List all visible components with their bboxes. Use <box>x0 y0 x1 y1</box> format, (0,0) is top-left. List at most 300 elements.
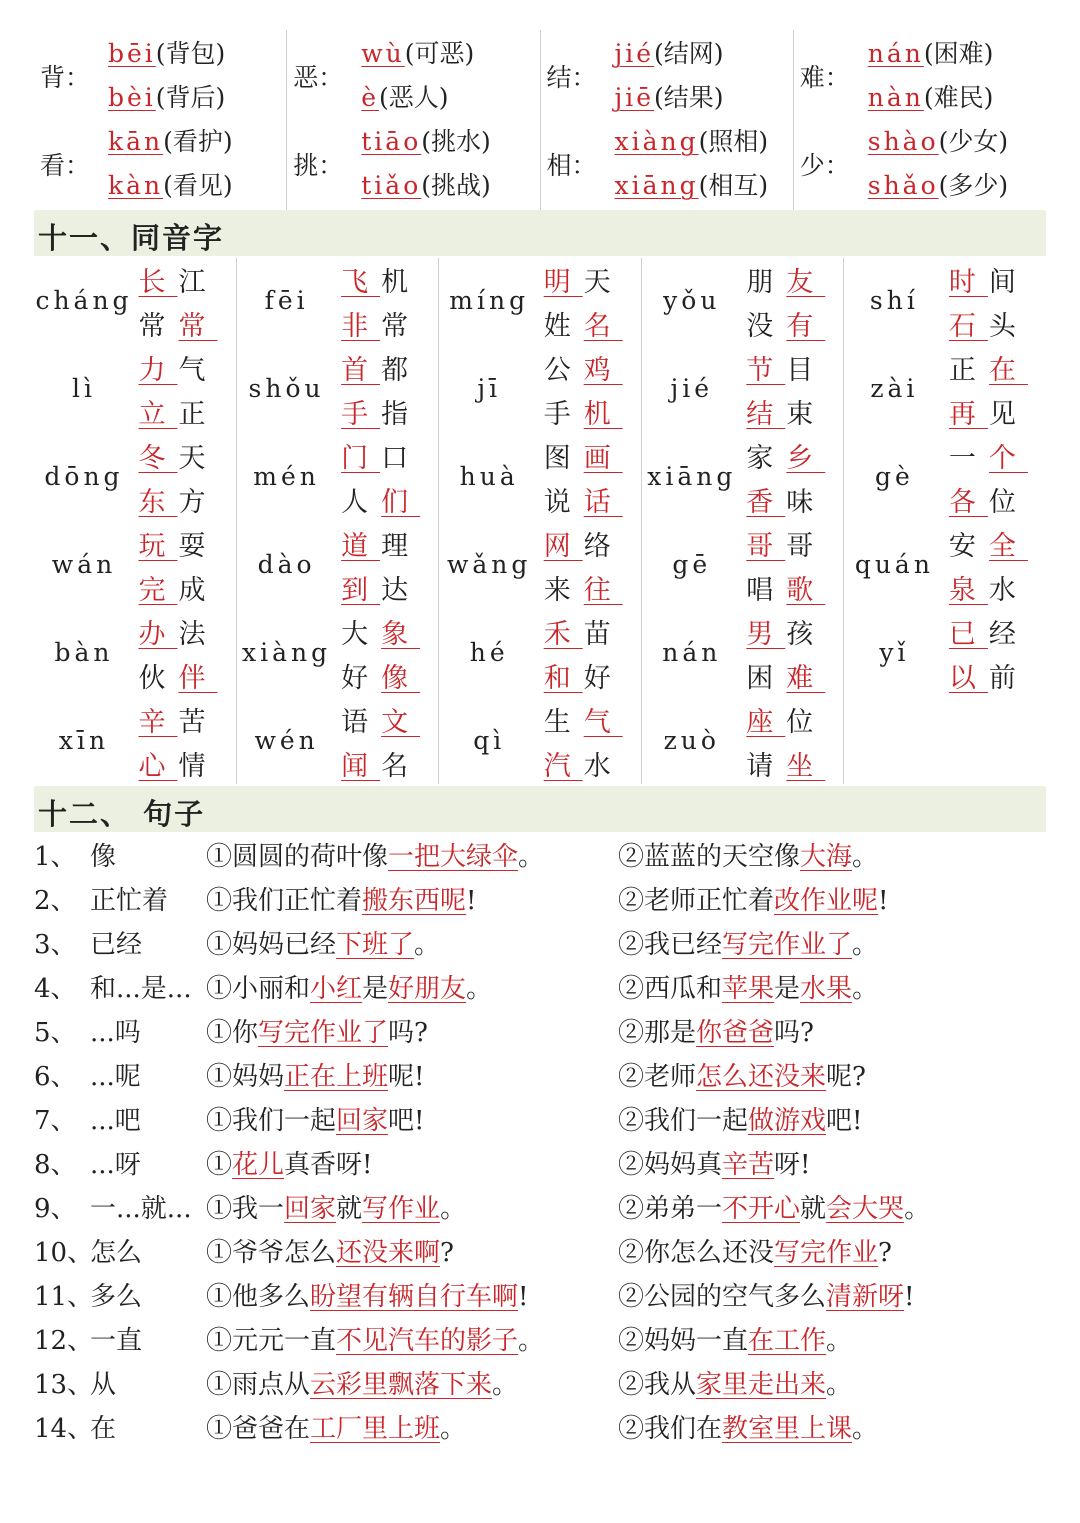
example-sentence-2 <box>618 1364 852 1401</box>
polyphone-char: 背： <box>40 63 91 92</box>
polyphone-char: 恶： <box>293 63 344 92</box>
target-char: 辛 <box>138 707 178 738</box>
fill-in-phrase: 家里走出来 <box>696 1370 827 1400</box>
sentence-number: 3、 <box>34 930 77 960</box>
word-char: 哥 <box>786 531 826 562</box>
sentence-text: ! <box>904 1282 915 1312</box>
homophone-word <box>543 568 623 607</box>
sentence-text: 。 <box>904 1194 931 1224</box>
target-char: 伴 <box>178 663 218 694</box>
word-char: 手 <box>543 399 583 430</box>
fill-in-phrase: 辛苦 <box>722 1150 775 1180</box>
word-char: 说 <box>543 487 583 518</box>
sentence-text: 就 <box>336 1194 363 1224</box>
sentence-text: 。 <box>492 1370 519 1400</box>
example-word: (相互) <box>698 171 769 200</box>
word-char: 经 <box>988 619 1028 650</box>
fill-in-phrase: 会大哭 <box>826 1194 905 1224</box>
sentence-text: ②妈妈真 <box>618 1150 723 1180</box>
homophone-column <box>34 258 237 784</box>
target-char: 哥 <box>746 531 786 562</box>
pinyin: nàn <box>867 83 924 112</box>
homophone-pinyin: mén <box>253 462 320 491</box>
fill-in-phrase: 小红 <box>310 974 363 1004</box>
sentence-text: 。 <box>852 930 879 960</box>
homophone-word <box>543 656 623 695</box>
homophone-column <box>844 258 1046 784</box>
homophone-column <box>642 258 845 784</box>
fill-in-phrase: 水果 <box>800 974 853 1004</box>
homophone-word <box>746 348 826 387</box>
fill-in-phrase: 教室里上课 <box>722 1414 853 1444</box>
pinyin: jié <box>614 39 655 68</box>
section-12-header <box>34 786 1046 832</box>
homophone-word <box>341 436 421 475</box>
polyphone-group <box>34 118 286 206</box>
target-char: 玩 <box>138 531 178 562</box>
homophone-word <box>138 612 218 651</box>
target-char: 非 <box>341 311 381 342</box>
fill-in-phrase: 苹果 <box>722 974 775 1004</box>
polyphone-entry <box>868 34 994 70</box>
homophone-group <box>642 434 844 522</box>
word-char: 方 <box>178 487 218 518</box>
target-char: 难 <box>786 663 826 694</box>
sentence-text: ①他多么 <box>206 1282 311 1312</box>
fill-in-phrase: 大海 <box>800 842 853 872</box>
homophone-group <box>237 522 439 610</box>
fill-in-phrase: 回家 <box>336 1106 389 1136</box>
homophone-word <box>341 304 421 343</box>
homophone-pinyin: míng <box>449 286 530 315</box>
example-sentence-1 <box>206 924 440 961</box>
polyphone-table <box>34 30 1046 210</box>
polyphone-entry <box>868 78 994 114</box>
word-char: 伙 <box>138 663 178 694</box>
sentence-text: ②我们一起 <box>618 1106 749 1136</box>
fill-in-phrase: 正在上班 <box>284 1062 389 1092</box>
homophone-word <box>948 392 1028 431</box>
homophone-pinyin: lì <box>72 374 96 403</box>
homophone-group <box>237 610 439 698</box>
homophone-word <box>746 656 826 695</box>
sentence-text: 吗? <box>774 1018 814 1048</box>
sentence-text: ①爷爷怎么 <box>206 1238 337 1268</box>
sentence-number: 5、 <box>34 1018 77 1048</box>
sentence-text: 。 <box>826 1326 853 1356</box>
homophone-word <box>543 524 623 563</box>
pinyin: bèi <box>108 83 156 112</box>
homophone-word <box>138 304 218 343</box>
homophone-column <box>237 258 440 784</box>
fill-in-phrase: 改作业呢 <box>774 886 879 916</box>
sentence-text: ? <box>440 1238 454 1268</box>
word-char: 图 <box>543 443 583 474</box>
homophone-word <box>138 348 218 387</box>
homophone-word <box>341 260 421 299</box>
homophone-group <box>34 522 236 610</box>
target-char: 和 <box>543 663 583 694</box>
example-sentence-1 <box>206 1408 466 1445</box>
homophone-word <box>948 656 1028 695</box>
sentence-text: ②那是 <box>618 1018 697 1048</box>
target-char: 象 <box>381 619 421 650</box>
sentence-text: ① <box>206 1150 233 1180</box>
target-char: 全 <box>988 531 1028 562</box>
example-word: (照相) <box>698 127 769 156</box>
homophone-pinyin: shǒu <box>248 374 325 403</box>
homophone-word <box>543 348 623 387</box>
example-sentence-2 <box>618 924 878 961</box>
example-sentence-2 <box>618 1100 862 1137</box>
fill-in-phrase: 写完作业了 <box>722 930 853 960</box>
word-char: 束 <box>786 399 826 430</box>
sentence-text: 。 <box>852 1414 879 1444</box>
target-char: 道 <box>341 531 381 562</box>
homophone-column <box>439 258 642 784</box>
example-sentence-2 <box>618 1320 852 1357</box>
sentence-keyword: 已经 <box>90 930 143 960</box>
word-char: 好 <box>583 663 623 694</box>
word-char: 生 <box>543 707 583 738</box>
fill-in-phrase: 搬东西呢 <box>362 886 467 916</box>
sentence-text: ②你怎么还没 <box>618 1238 775 1268</box>
sentence-text: ②老师 <box>618 1062 697 1092</box>
word-char: 江 <box>178 267 218 298</box>
sentence-text: ①妈妈 <box>206 1062 285 1092</box>
homophone-pinyin: huà <box>459 462 519 491</box>
homophone-word <box>746 700 826 739</box>
polyphone-entry <box>108 122 233 158</box>
word-char: 水 <box>583 751 623 782</box>
target-char: 气 <box>583 707 623 738</box>
example-sentence-1 <box>206 1144 372 1181</box>
target-char: 画 <box>583 443 623 474</box>
target-char: 各 <box>948 487 988 518</box>
homophone-group <box>237 698 439 786</box>
homophone-pinyin: xiàng <box>242 638 332 667</box>
polyphone-column <box>541 30 794 210</box>
word-char: 没 <box>746 311 786 342</box>
homophone-word <box>138 436 218 475</box>
sentence-keyword: ...呀 <box>90 1150 141 1180</box>
homophone-grid <box>34 258 1046 784</box>
polyphone-entry <box>615 34 724 70</box>
homophone-group <box>439 610 641 698</box>
sentence-text: ①妈妈已经 <box>206 930 337 960</box>
sentence-text: ②公园的空气多么 <box>618 1282 827 1312</box>
polyphone-char: 难： <box>799 63 850 92</box>
sentence-keyword: 一直 <box>90 1326 143 1356</box>
fill-in-phrase: 怎么还没来 <box>696 1062 827 1092</box>
target-char: 东 <box>138 487 178 518</box>
word-char: 见 <box>988 399 1028 430</box>
target-char: 门 <box>341 443 381 474</box>
sentence-text: 。 <box>852 974 879 1004</box>
word-char: 常 <box>138 311 178 342</box>
sentence-text: 。 <box>852 842 879 872</box>
fill-in-phrase: 一把大绿伞 <box>388 842 519 872</box>
homophone-word <box>746 568 826 607</box>
homophone-word <box>948 480 1028 519</box>
polyphone-entry <box>108 166 233 202</box>
fill-in-phrase: 不开心 <box>722 1194 801 1224</box>
word-char: 目 <box>786 355 826 386</box>
homophone-pinyin: qì <box>473 726 506 755</box>
polyphone-entry <box>868 122 1008 158</box>
word-char: 苦 <box>178 707 218 738</box>
target-char: 时 <box>948 267 988 298</box>
sentence-text: ! <box>518 1282 529 1312</box>
polyphone-entry <box>361 166 491 202</box>
fill-in-phrase: 写作业 <box>362 1194 441 1224</box>
example-word: (多少) <box>938 171 1009 200</box>
sentence-text: ①你 <box>206 1018 259 1048</box>
sentence-text: ? <box>878 1238 892 1268</box>
target-char: 办 <box>138 619 178 650</box>
pinyin: tiǎo <box>361 171 422 200</box>
word-char: 天 <box>178 443 218 474</box>
homophone-pinyin: cháng <box>35 286 133 315</box>
word-char: 指 <box>381 399 421 430</box>
fill-in-phrase: 回家 <box>284 1194 337 1224</box>
target-char: 节 <box>746 355 786 386</box>
homophone-word <box>341 612 421 651</box>
sentence-text: ①小丽和 <box>206 974 311 1004</box>
homophone-pinyin: dào <box>257 550 316 579</box>
target-char: 心 <box>138 751 178 782</box>
sentence-number: 11、 <box>34 1282 94 1312</box>
homophone-word <box>341 744 421 783</box>
homophone-pinyin: shí <box>869 286 919 315</box>
example-word: (背后) <box>155 83 226 112</box>
homophone-pinyin: wán <box>51 550 117 579</box>
sentence-keyword: ...呢 <box>90 1062 141 1092</box>
sentence-text: 吧! <box>388 1106 425 1136</box>
sentence-text: ②西瓜和 <box>618 974 723 1004</box>
word-char: 位 <box>786 707 826 738</box>
word-char: 位 <box>988 487 1028 518</box>
polyphone-group <box>287 118 539 206</box>
sentence-number: 9、 <box>34 1194 77 1224</box>
sentence-text: ②弟弟一 <box>618 1194 723 1224</box>
sentence-keyword: 和...是... <box>90 974 192 1004</box>
fill-in-phrase: 做游戏 <box>748 1106 827 1136</box>
pinyin: shào <box>867 127 939 156</box>
target-char: 泉 <box>948 575 988 606</box>
homophone-group <box>844 258 1046 346</box>
target-char: 乡 <box>786 443 826 474</box>
sentence-text: ①我一 <box>206 1194 285 1224</box>
sentence-text: ! <box>878 886 889 916</box>
homophone-word <box>746 260 826 299</box>
pinyin: shǎo <box>867 171 939 200</box>
example-word: (结网) <box>654 39 724 68</box>
sentence-text: 。 <box>518 1326 545 1356</box>
homophone-word <box>341 392 421 431</box>
target-char: 友 <box>786 267 826 298</box>
word-char: 间 <box>988 267 1028 298</box>
example-sentence-1 <box>206 880 476 917</box>
example-word: (看护) <box>163 127 233 156</box>
polyphone-char: 少： <box>799 151 850 180</box>
pinyin: è <box>361 83 380 112</box>
polyphone-entry <box>361 34 474 70</box>
example-sentence-2 <box>618 1408 878 1445</box>
homophone-group <box>34 346 236 434</box>
homophone-word <box>341 656 421 695</box>
homophone-word <box>543 260 623 299</box>
example-sentence-1 <box>206 1364 518 1401</box>
polyphone-group <box>794 30 1046 118</box>
polyphone-column <box>287 30 540 210</box>
polyphone-entry <box>615 78 724 114</box>
homophone-pinyin: yǐ <box>879 638 910 667</box>
homophone-pinyin: wǎng <box>446 550 532 579</box>
pinyin: tiāo <box>361 127 422 156</box>
example-word: (背包) <box>155 39 226 68</box>
target-char: 像 <box>381 663 421 694</box>
homophone-word <box>948 436 1028 475</box>
word-char: 口 <box>381 443 421 474</box>
sentence-number: 6、 <box>34 1062 77 1092</box>
sentence-text: 真香呀! <box>284 1150 373 1180</box>
polyphone-entry <box>615 166 769 202</box>
target-char: 长 <box>138 267 178 298</box>
sentence-keyword: ...吧 <box>90 1106 141 1136</box>
sentence-text: ②我已经 <box>618 930 723 960</box>
pinyin: wù <box>361 39 405 68</box>
homophone-group <box>34 258 236 346</box>
polyphone-group <box>34 30 286 118</box>
pinyin: xiāng <box>614 171 699 200</box>
fill-in-phrase: 写完作业 <box>774 1238 879 1268</box>
word-char: 络 <box>583 531 623 562</box>
target-char: 冬 <box>138 443 178 474</box>
target-char: 网 <box>543 531 583 562</box>
section-11-title: 十一、同音字 <box>38 221 225 255</box>
example-word: (恶人) <box>379 83 449 112</box>
target-char: 有 <box>786 311 826 342</box>
homophone-group <box>34 434 236 522</box>
sentence-text: ①爸爸在 <box>206 1414 311 1444</box>
word-char: 大 <box>341 619 381 650</box>
homophone-pinyin: zài <box>870 374 919 403</box>
target-char: 男 <box>746 619 786 650</box>
word-char: 正 <box>178 399 218 430</box>
sentence-text: ①我们正忙着 <box>206 886 363 916</box>
homophone-word <box>543 612 623 651</box>
section-12-title: 十二、 句子 <box>38 797 206 831</box>
homophone-word <box>948 260 1028 299</box>
homophone-group <box>642 258 844 346</box>
pinyin: nán <box>867 39 924 68</box>
homophone-group <box>844 610 1046 698</box>
sentence-number: 12、 <box>34 1326 94 1356</box>
target-char: 座 <box>746 707 786 738</box>
example-sentence-2 <box>618 1276 914 1313</box>
word-char: 名 <box>381 751 421 782</box>
sentence-keyword: 像 <box>90 842 117 872</box>
sentence-text: 。 <box>414 930 441 960</box>
example-sentence-1 <box>206 1056 424 1093</box>
word-char: 一 <box>948 443 988 474</box>
word-char: 耍 <box>178 531 218 562</box>
sentence-keyword: ...吗 <box>90 1018 141 1048</box>
homophone-group <box>844 434 1046 522</box>
homophone-pinyin: xīn <box>58 726 110 755</box>
word-char: 困 <box>746 663 786 694</box>
polyphone-group <box>794 118 1046 206</box>
sentence-keyword: 在 <box>90 1414 117 1444</box>
sentence-number: 4、 <box>34 974 77 1004</box>
sentence-text: ②蓝蓝的天空像 <box>618 842 801 872</box>
sentence-text: 。 <box>826 1370 853 1400</box>
target-char: 手 <box>341 399 381 430</box>
example-word: (结果) <box>654 83 724 112</box>
homophone-word <box>948 568 1028 607</box>
target-char: 个 <box>988 443 1028 474</box>
homophone-word <box>543 744 623 783</box>
example-sentence-2 <box>618 1188 930 1225</box>
sentence-text: ②我从 <box>618 1370 697 1400</box>
homophone-word <box>746 480 826 519</box>
sentence-number: 10、 <box>34 1238 94 1268</box>
target-char: 结 <box>746 399 786 430</box>
polyphone-group <box>541 30 793 118</box>
example-sentence-2 <box>618 968 878 1005</box>
polyphone-entry <box>615 122 769 158</box>
target-char: 们 <box>381 487 421 518</box>
example-sentence-2 <box>618 1056 866 1093</box>
homophone-pinyin: gē <box>672 550 712 579</box>
target-char: 歌 <box>786 575 826 606</box>
polyphone-entry <box>361 78 448 114</box>
homophone-group <box>237 346 439 434</box>
sentence-keyword: 怎么 <box>90 1238 143 1268</box>
target-char: 以 <box>948 663 988 694</box>
target-char: 坐 <box>786 751 826 782</box>
homophone-word <box>138 524 218 563</box>
fill-in-phrase: 不见汽车的影子 <box>336 1326 519 1356</box>
sentence-text: ①元元一直 <box>206 1326 337 1356</box>
fill-in-phrase: 你爸爸 <box>696 1018 775 1048</box>
sentence-keyword: 正忙着 <box>90 886 169 916</box>
homophone-group <box>439 258 641 346</box>
homophone-word <box>138 260 218 299</box>
sentence-number: 1、 <box>34 842 77 872</box>
example-word: (看见) <box>163 171 233 200</box>
homophone-pinyin: hé <box>469 638 509 667</box>
homophone-word <box>138 568 218 607</box>
homophone-word <box>948 304 1028 343</box>
word-char: 情 <box>178 751 218 782</box>
homophone-word <box>138 700 218 739</box>
target-char: 飞 <box>341 267 381 298</box>
example-sentence-2 <box>618 836 878 873</box>
word-char: 成 <box>178 575 218 606</box>
fill-in-phrase: 好朋友 <box>388 974 467 1004</box>
polyphone-entry <box>108 34 225 70</box>
word-char: 苗 <box>583 619 623 650</box>
example-word: (困难) <box>923 39 994 68</box>
fill-in-phrase: 在工作 <box>748 1326 827 1356</box>
word-char: 语 <box>341 707 381 738</box>
fill-in-phrase: 清新呀 <box>826 1282 905 1312</box>
polyphone-char: 相： <box>546 151 597 180</box>
target-char: 闻 <box>341 751 381 782</box>
target-char: 再 <box>948 399 988 430</box>
